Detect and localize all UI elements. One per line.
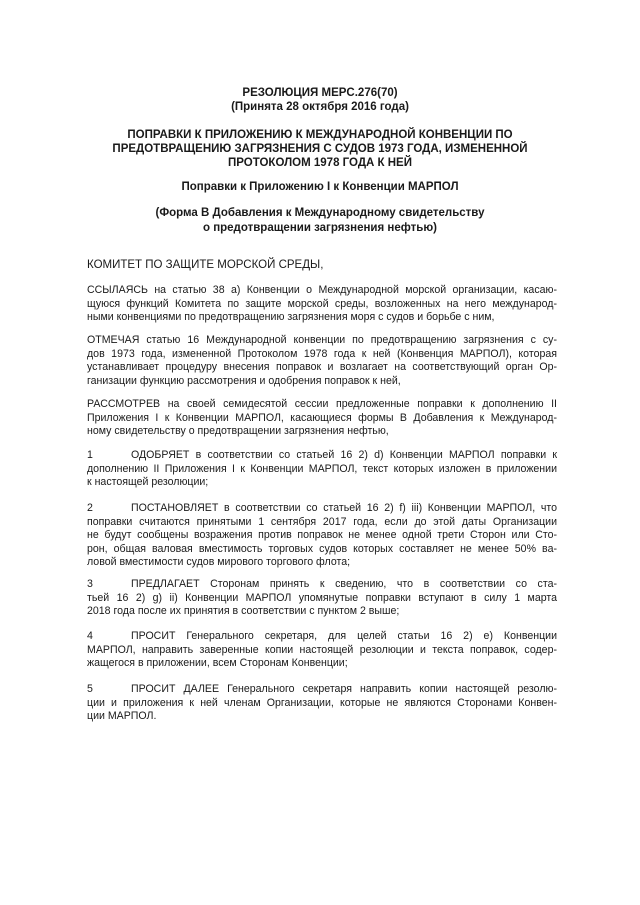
text-line: РАССМОТРЕВ на своей семидесятой сессии предложенные поправки к дополнению II <box>87 398 557 410</box>
operative-paragraph-4 <box>87 630 557 671</box>
text-line: тьей 16 2) g) ii) Конвенции МАРПОЛ упомянутые поправки вступают в силу 1 марта <box>87 591 557 604</box>
text-line <box>87 578 557 592</box>
operative-paragraph-1 <box>87 449 557 490</box>
text-line: ции МАРПОЛ. <box>87 710 157 723</box>
document-title <box>0 128 640 170</box>
committee-heading: КОМИТЕТ ПО ЗАЩИТЕ МОРСКОЙ СРЕДЫ, <box>87 259 324 271</box>
resolution-number: РЕЗОЛЮЦИЯ MEPC.276(70) <box>242 87 398 99</box>
adoption-date: (Принята 28 октября 2016 года) <box>231 101 409 113</box>
text-line: ССЫЛАЯСЬ на статью 38 а) Конвенции о Международной морской организации, касаю- <box>87 284 557 296</box>
text-line: жащегося в приложении, всем Сторонам Конвенции; <box>87 657 348 670</box>
document-subtitle: Поправки к Приложению I к Конвенции МАРПОЛ <box>181 181 459 193</box>
text-line <box>87 630 557 644</box>
form-note-line: (Форма В Добавления к Международному свидетельству <box>155 207 485 219</box>
text-line: ОТМЕЧАЯ статью 16 Международной конвенции по предотвращению загрязнения с су- <box>87 334 557 346</box>
paragraph-number: 3 <box>87 578 93 590</box>
text-line: не будут сообщены возражения против поправок не менее одной трети Сторон или Сто- <box>87 529 557 542</box>
title-line: ПРЕДОТВРАЩЕНИЮ ЗАГРЯЗНЕНИЯ С СУДОВ 1973 ГОДА, ИЗМЕНЕННОЙ <box>112 143 528 155</box>
paragraph-number: 1 <box>87 449 93 461</box>
text-line: дов 1973 года, измененной Протоколом 1978 года к ней (Конвенция МАРПОЛ), которая <box>87 347 557 360</box>
text-line <box>87 449 557 463</box>
form-note <box>0 206 640 236</box>
text-line: щуюся функций Комитета по защите морской среды, возложенных на него международ- <box>87 297 557 310</box>
resolution-header <box>0 86 640 114</box>
paragraph-number: 2 <box>87 502 93 514</box>
text-segment: ПРЕДЛАГАЕТ Сторонам принять к сведению, что в соответствии со ста- <box>131 578 557 590</box>
operative-paragraph-3 <box>87 578 557 619</box>
text-line: к настоящей резолюции; <box>87 476 209 489</box>
operative-paragraph-5 <box>87 683 557 724</box>
text-line: рон, общая валовая вместимость торговых судов которых составляет не менее 50% ва- <box>87 542 557 555</box>
paragraph-number: 5 <box>87 683 93 695</box>
text-line <box>87 683 557 697</box>
text-line: ному свидетельству о предотвращении загрязнения нефтью, <box>87 425 389 438</box>
paragraph-number: 4 <box>87 630 93 642</box>
text-line: дополнению II Приложения I к Конвенции МАРПОЛ, текст которых изложен в приложении <box>87 462 557 475</box>
title-line: ПРОТОКОЛОМ 1978 ГОДА К НЕЙ <box>228 157 412 169</box>
text-line: 2018 года после их принятия в соответствии с пунктом 2 выше; <box>87 605 400 618</box>
text-line: ными конвенциями по предотвращению загрязнения моря с судов и борьбе с ним, <box>87 311 495 324</box>
operative-paragraph-2 <box>87 502 557 570</box>
text-segment: ОДОБРЯЕТ в соответствии со статьей 16 2) d) Конвенции МАРПОЛ поправки к <box>131 449 557 461</box>
text-line <box>87 502 557 516</box>
preamble-paragraph <box>87 284 557 325</box>
text-line: МАРПОЛ, направить заверенные копии настоящей резолюции и текста поправок, содер- <box>87 643 557 656</box>
text-line: ловой вместимости судов мирового торгового флота; <box>87 556 351 569</box>
text-line: ганизации функцию рассмотрения и одобрения поправок к ней, <box>87 374 401 387</box>
form-note-line: о предотвращении загрязнения нефтью) <box>202 222 438 234</box>
preamble-paragraph <box>87 398 557 439</box>
text-line: устанавливает процедуру внесения поправок и возлагает на соответствующий орган Ор- <box>87 361 557 374</box>
text-segment: ПРОСИТ Генерального секретаря, для целей статьи 16 2) е) Конвенции <box>131 630 557 642</box>
text-line: поправки считаются принятыми 1 сентября 2017 года, если до этой даты Организации <box>87 515 557 528</box>
text-line: Приложения I к Конвенции МАРПОЛ, касающиеся формы В Добавления к Международ- <box>87 411 557 424</box>
title-line: ПОПРАВКИ К ПРИЛОЖЕНИЮ К МЕЖДУНАРОДНОЙ КОНВЕНЦИИ ПО <box>127 129 513 141</box>
preamble-paragraph <box>87 334 557 388</box>
text-segment: ПОСТАНОВЛЯЕТ в соответствии со статьей 16 2) f) iii) Конвенции МАРПОЛ, что <box>131 502 557 514</box>
text-segment: ПРОСИТ ДАЛЕЕ Генерального секретаря направить копии настоящей резолю- <box>131 683 557 695</box>
text-line: ции и приложения к ней членам Организации, которые не являются Сторонами Конвен- <box>87 696 557 709</box>
